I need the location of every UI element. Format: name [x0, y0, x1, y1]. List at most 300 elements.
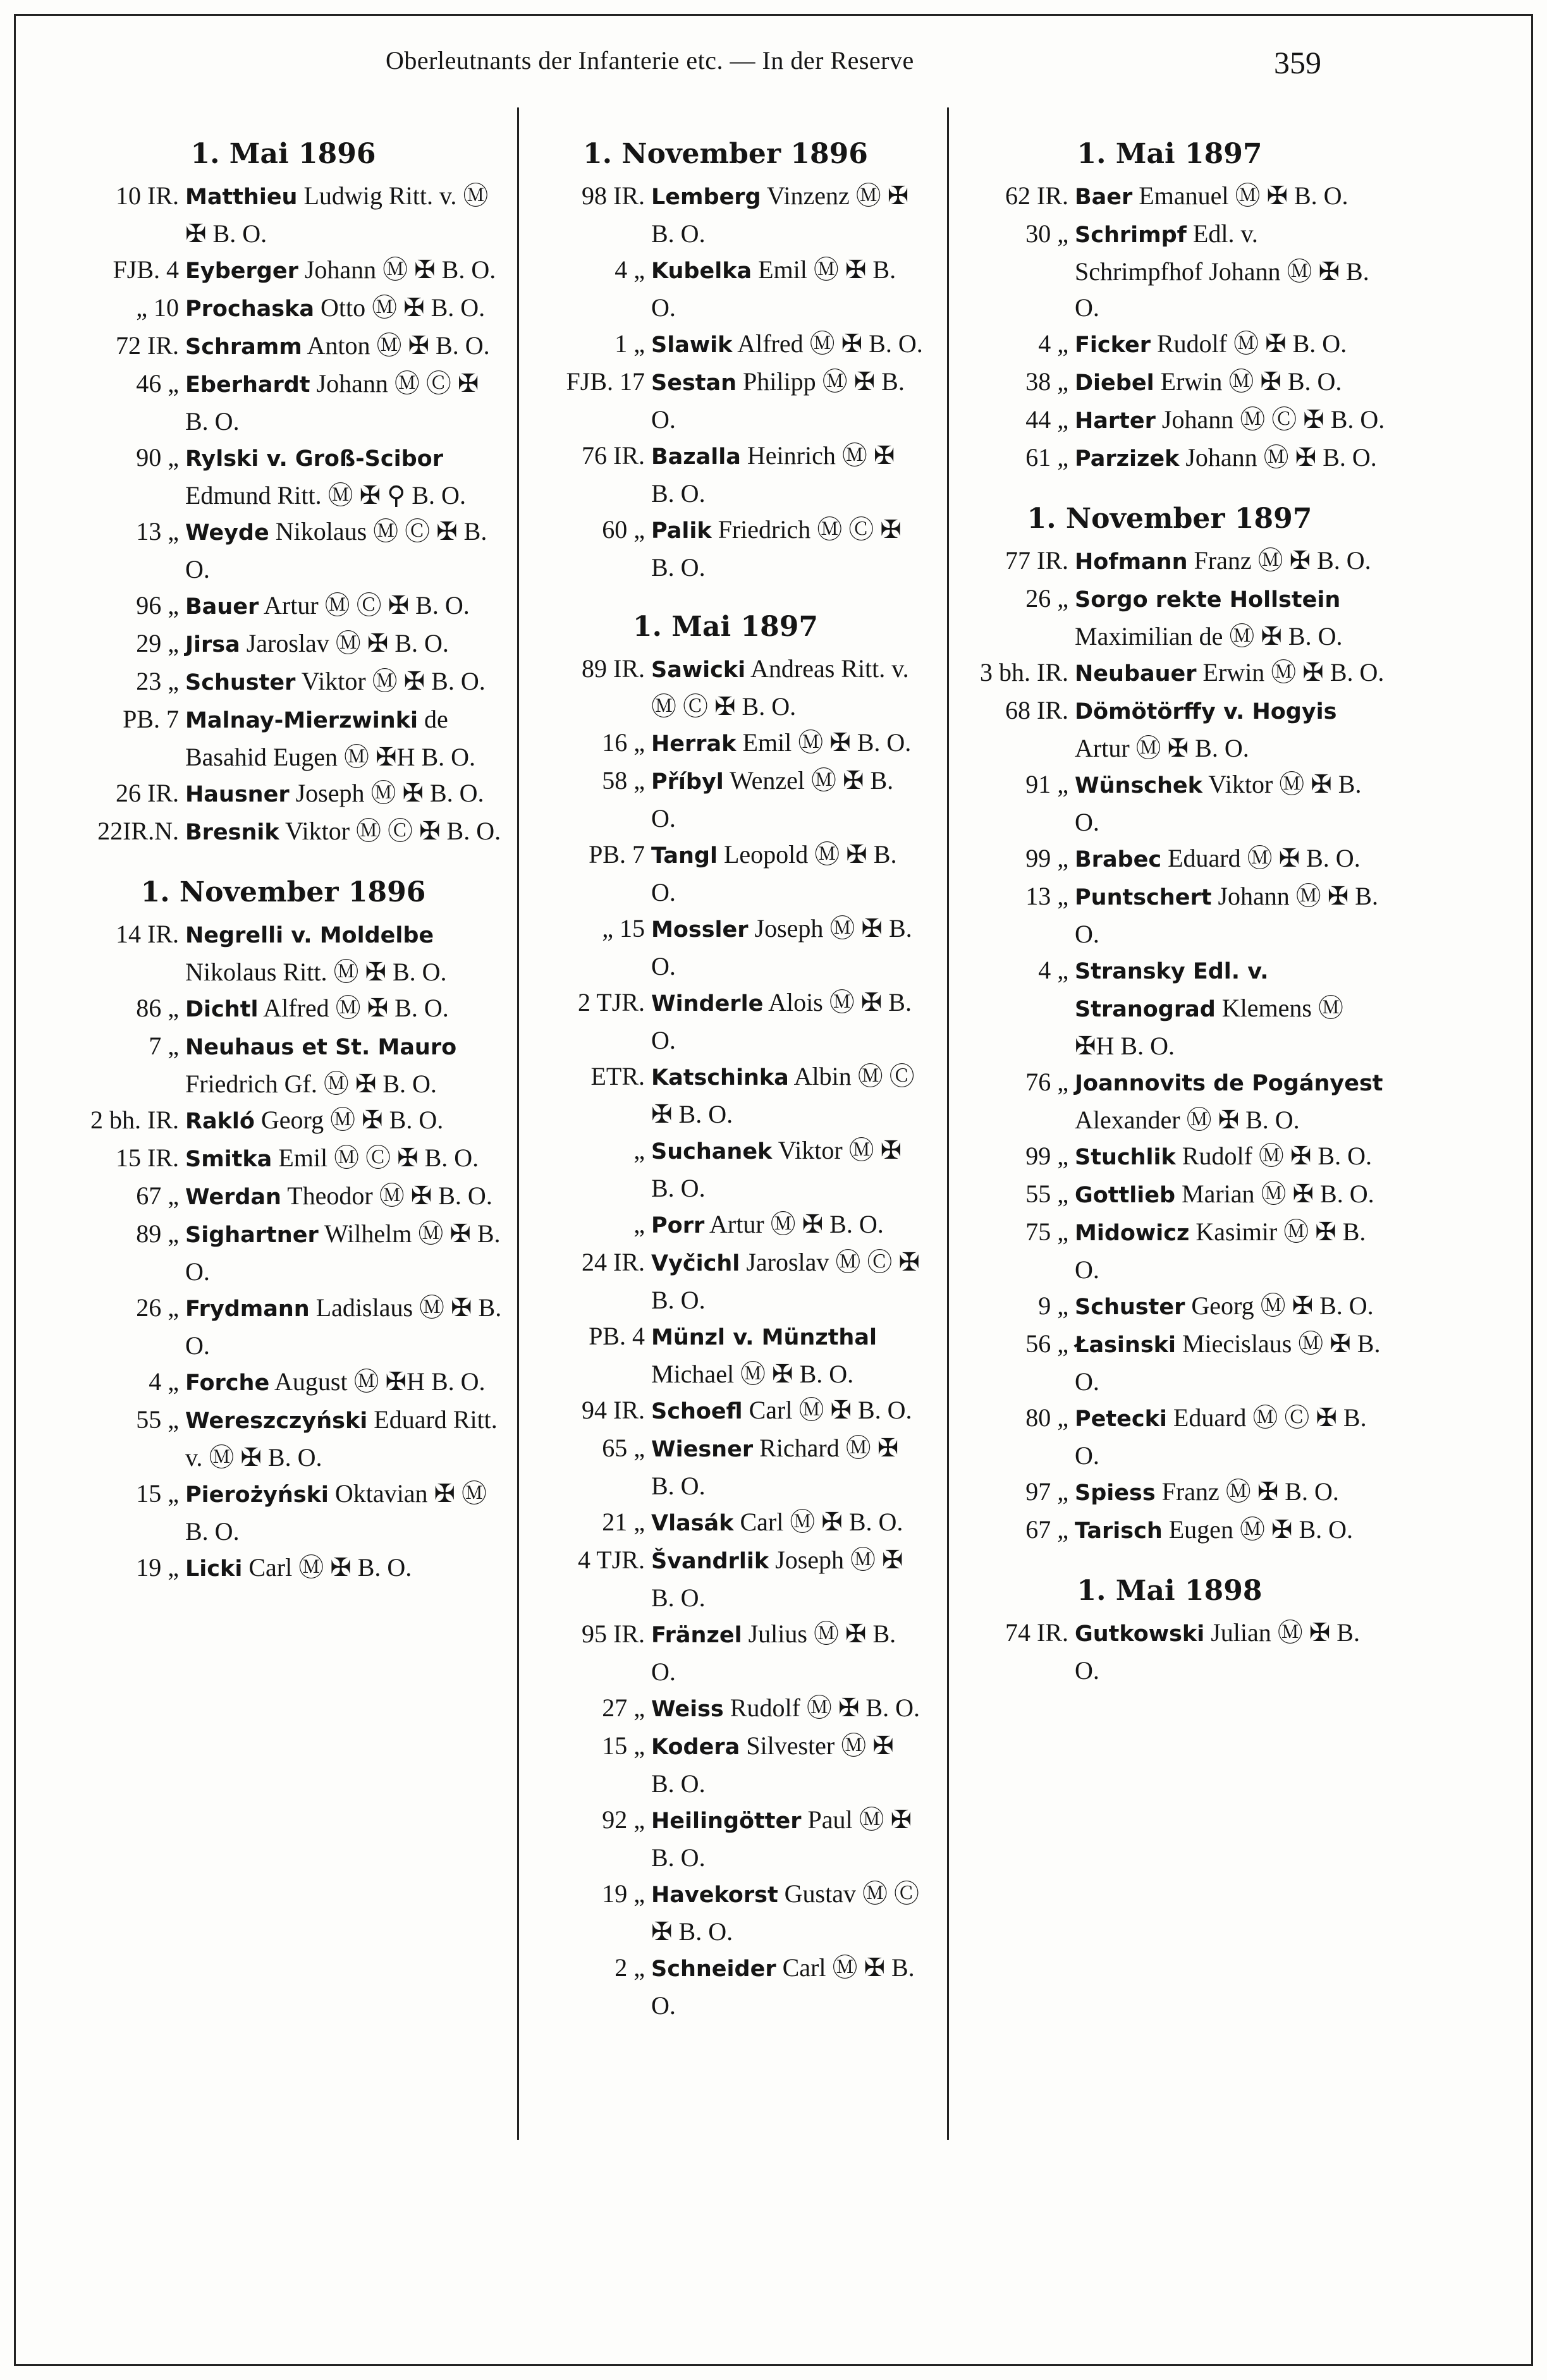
officer-surname: Příbyl	[651, 769, 724, 795]
officer-details: Joseph Ⓜ ✠ B. O.	[289, 779, 484, 807]
unit-label: 68 IR.	[1005, 696, 1068, 724]
unit-label: 10 IR.	[116, 181, 179, 210]
officer-details: Ladislaus Ⓜ ✠ B. O.	[185, 1293, 502, 1360]
officer-entry	[62, 1140, 504, 1178]
officer-entry	[62, 365, 504, 439]
officer-details: Artur Ⓜ ✠ B. O.	[704, 1210, 884, 1238]
officer-entry	[951, 401, 1388, 439]
unit-label: 13 „	[1025, 882, 1068, 910]
officer-details: Rudolf Ⓜ ✠ B. O.	[1175, 1142, 1372, 1170]
officer-details: Richard Ⓜ ✠ B. O.	[651, 1434, 899, 1500]
officer-surname: Švandrlik	[651, 1549, 769, 1574]
unit-label: 4 „	[149, 1367, 179, 1396]
officer-entry	[62, 1290, 504, 1364]
officer-details: Emil Ⓜ ✠ B. O.	[651, 255, 896, 322]
officer-surname: Porr	[651, 1213, 705, 1238]
officer-entry	[951, 1138, 1388, 1176]
officer-entry	[528, 511, 923, 585]
unit-label: 4 „	[1038, 956, 1068, 984]
officer-entry	[528, 1542, 923, 1616]
officer-entry	[62, 327, 504, 365]
officer-details: August Ⓜ ✠H B. O.	[269, 1367, 486, 1396]
officer-surname: Sawicki	[651, 657, 746, 683]
officer-details: Viktor Ⓜ ✠ B. O.	[651, 1136, 902, 1202]
officer-surname: Neuhaus et St. Mauro	[185, 1035, 457, 1060]
unit-label: 26 „	[1025, 584, 1068, 613]
officer-details: Edl. v. Schrimpfhof Johann Ⓜ ✠ B. O.	[1075, 219, 1369, 322]
unit-label: 26 IR.	[116, 779, 179, 807]
officer-surname: Werdan	[185, 1185, 281, 1210]
officer-entry	[62, 290, 504, 327]
officer-entry	[528, 1690, 923, 1728]
officer-surname: Münzl v. Münzthal	[651, 1325, 877, 1350]
officer-surname: Rakló	[185, 1109, 255, 1134]
officer-entry	[951, 1176, 1388, 1214]
officer-entry	[951, 878, 1388, 952]
officer-details: Carl Ⓜ ✠ B. O.	[733, 1508, 903, 1536]
officer-entry	[528, 1802, 923, 1876]
officer-surname: Schramm	[185, 334, 302, 360]
running-title: Oberleutnants der Infanterie etc. — In der Reserve	[386, 46, 914, 75]
unit-label: 74 IR.	[1005, 1618, 1068, 1647]
unit-label: 90 „	[136, 443, 179, 472]
officer-surname: Dichtl	[185, 997, 259, 1022]
officer-entry	[951, 363, 1388, 401]
column-3	[951, 107, 1388, 2282]
unit-label: 67 „	[136, 1181, 179, 1210]
section-heading: 1. Mai 1898	[1077, 1575, 1263, 1607]
unit-label: 65 „	[602, 1434, 645, 1462]
officer-surname: Herrak	[651, 731, 737, 757]
unit-label: 91 „	[1025, 770, 1068, 798]
officer-entry	[528, 724, 923, 762]
officer-entry	[528, 1616, 923, 1690]
officer-surname: Tangl	[651, 843, 718, 869]
officer-surname: Vlasák	[651, 1511, 734, 1536]
officer-surname: Schuster	[185, 670, 296, 695]
unit-label: 15 „	[136, 1479, 179, 1508]
officer-surname: Diebel	[1075, 370, 1154, 396]
officer-surname: Puntschert	[1075, 885, 1212, 910]
officer-surname: Brabec	[1075, 847, 1162, 872]
officer-surname: Smitka	[185, 1147, 272, 1172]
officer-surname: Spiess	[1075, 1480, 1156, 1506]
officer-surname: Havekorst	[651, 1883, 778, 1908]
unit-label: 98 IR.	[582, 181, 645, 210]
officer-entry	[62, 587, 504, 625]
officer-details: Carl Ⓜ ✠ B. O.	[242, 1553, 412, 1582]
officer-surname: Stuchlik	[1075, 1145, 1176, 1170]
officer-entry	[528, 910, 923, 984]
officer-surname: Hofmann	[1075, 549, 1188, 575]
unit-label: 89 „	[136, 1219, 179, 1248]
unit-label: „	[633, 1136, 645, 1164]
officer-surname: Negrelli v. Moldelbe	[185, 923, 434, 948]
unit-label: 19 „	[602, 1879, 645, 1908]
officer-entry	[528, 1058, 923, 1132]
officer-surname: Bresnik	[185, 820, 279, 845]
officer-details: Albin Ⓜ Ⓒ ✠ B. O.	[651, 1062, 915, 1128]
officer-details: Emil Ⓜ Ⓒ ✠ B. O.	[272, 1144, 479, 1172]
officer-entry	[951, 952, 1388, 1064]
officer-entry	[528, 1504, 923, 1542]
unit-label: 29 „	[136, 629, 179, 657]
officer-surname: Jirsa	[185, 632, 240, 657]
officer-entry	[951, 1400, 1388, 1474]
unit-label: „ 15	[602, 914, 645, 943]
officer-details: Andreas Ritt. v. Ⓜ Ⓒ ✠ B. O.	[651, 654, 909, 721]
officer-details: de Basahid Eugen Ⓜ ✠H B. O.	[185, 705, 476, 771]
unit-label: FJB. 17	[566, 367, 645, 396]
section-heading: 1. Mai 1897	[1077, 138, 1263, 170]
unit-label: 58 „	[602, 766, 645, 795]
officer-entry	[951, 766, 1388, 840]
officer-details: Carl Ⓜ ✠ B. O.	[742, 1396, 912, 1424]
unit-label: 13 „	[136, 517, 179, 546]
officer-entry	[951, 654, 1388, 692]
officer-details: Nikolaus Ⓜ Ⓒ ✠ B. O.	[185, 517, 487, 583]
unit-label: „ 10	[136, 293, 179, 322]
officer-surname: Wünschek	[1075, 773, 1202, 798]
officer-entry	[528, 1876, 923, 1950]
officer-details: Alfred Ⓜ ✠ B. O.	[258, 994, 449, 1022]
officer-surname: Weyde	[185, 520, 269, 546]
unit-label: 95 IR.	[582, 1620, 645, 1648]
officer-surname: Kodera	[651, 1735, 740, 1760]
officer-details: Friedrich Ⓜ Ⓒ ✠ B. O.	[651, 515, 902, 582]
officer-entry	[951, 1288, 1388, 1326]
unit-label: PB. 7	[123, 705, 179, 733]
officer-surname: Lemberg	[651, 185, 761, 210]
unit-label: FJB. 4	[113, 255, 179, 284]
officer-entry	[62, 1028, 504, 1102]
section-heading: 1. November 1896	[140, 876, 426, 908]
officer-details: Julian Ⓜ ✠ B. O.	[1075, 1618, 1360, 1685]
unit-label: 38 „	[1025, 367, 1068, 396]
officer-entry	[62, 513, 504, 587]
officer-surname: Matthieu	[185, 185, 298, 210]
officer-surname: Harter	[1075, 408, 1156, 434]
officer-entry	[62, 439, 504, 513]
officer-details: Viktor Ⓜ Ⓒ ✠ B. O.	[279, 817, 501, 845]
officer-entry	[528, 650, 923, 724]
officer-surname: Katschinka	[651, 1065, 789, 1090]
unit-label: 15 IR.	[116, 1144, 179, 1172]
officer-surname: Forche	[185, 1370, 270, 1396]
officer-surname: Frydmann	[185, 1297, 310, 1322]
officer-surname: Baer	[1075, 185, 1133, 210]
unit-label: 21 „	[602, 1508, 645, 1536]
officer-surname: Bauer	[185, 594, 259, 619]
officer-details: Gustav Ⓜ Ⓒ ✠ B. O.	[651, 1879, 919, 1946]
officer-entry	[528, 326, 923, 363]
officer-entry	[62, 252, 504, 290]
officer-entry	[528, 1950, 923, 2023]
officer-entry	[951, 1064, 1388, 1138]
officer-entry	[62, 625, 504, 663]
officer-details: Emanuel Ⓜ ✠ B. O.	[1132, 181, 1348, 210]
officer-surname: Gottlieb	[1075, 1183, 1176, 1208]
officer-details: Alois Ⓜ ✠ B. O.	[651, 988, 912, 1054]
officer-surname: Eberhardt	[185, 372, 310, 398]
section-heading: 1. Mai 1897	[633, 611, 818, 643]
officer-details: Franz Ⓜ ✠ B. O.	[1155, 1477, 1339, 1506]
column-1	[62, 107, 504, 2282]
officer-surname: Licki	[185, 1556, 243, 1582]
officer-details: Rudolf Ⓜ ✠ B. O.	[1151, 329, 1347, 358]
unit-label: 76 „	[1025, 1068, 1068, 1096]
officer-entry	[528, 252, 923, 326]
officer-entry	[528, 178, 923, 252]
unit-label: 72 IR.	[116, 331, 179, 360]
officer-surname: Malnay-Mierzwinki	[185, 708, 418, 733]
officer-details: Eduard Ⓜ ✠ B. O.	[1161, 844, 1361, 872]
officer-details: Miecislaus Ⓜ ✠ B. O.	[1075, 1329, 1381, 1396]
officer-details: Franz Ⓜ ✠ B. O.	[1187, 546, 1371, 575]
unit-label: 4 „	[1038, 329, 1068, 358]
officer-surname: Rylski v. Groß-Scibor	[185, 446, 443, 472]
unit-label: 55 „	[1025, 1180, 1068, 1208]
officer-details: Artur Ⓜ ✠ B. O.	[1075, 734, 1249, 762]
officer-surname: Gutkowski	[1075, 1621, 1205, 1647]
officer-details: Artur Ⓜ Ⓒ ✠ B. O.	[259, 591, 470, 619]
unit-label: 44 „	[1025, 405, 1068, 434]
unit-label: 46 „	[136, 369, 179, 398]
officer-entry	[528, 1206, 923, 1244]
officer-entry	[951, 216, 1388, 326]
officer-details: Johann Ⓜ ✠ B. O.	[1075, 882, 1378, 948]
unit-label: 86 „	[136, 994, 179, 1022]
officer-details: Leopold Ⓜ ✠ B. O.	[651, 840, 897, 906]
officer-entry	[62, 178, 504, 252]
officer-surname: Neubauer	[1075, 661, 1197, 687]
officer-surname: Mossler	[651, 917, 749, 943]
unit-label: 77 IR.	[1005, 546, 1068, 575]
officer-surname: Sighartner	[185, 1223, 319, 1248]
officer-entry	[951, 542, 1388, 580]
officer-details: Julius Ⓜ ✠ B. O.	[651, 1620, 896, 1686]
unit-label: 30 „	[1025, 219, 1068, 248]
officer-details: Johann Ⓜ Ⓒ ✠ B. O.	[185, 369, 479, 436]
officer-surname: Schoefl	[651, 1399, 743, 1424]
officer-details: Marian Ⓜ ✠ B. O.	[1175, 1180, 1374, 1208]
officer-entry	[528, 762, 923, 836]
unit-label: ETR.	[590, 1062, 645, 1090]
officer-entry	[528, 1244, 923, 1318]
unit-label: 89 IR.	[582, 654, 645, 683]
section-heading: 1. Mai 1896	[190, 138, 376, 170]
unit-label: 23 „	[136, 667, 179, 695]
column-2	[528, 107, 923, 2282]
officer-details: Eduard Ritt. v. Ⓜ ✠ B. O.	[185, 1405, 498, 1472]
officer-entry	[528, 437, 923, 511]
officer-surname: Sorgo rekte Hollstein	[1075, 587, 1341, 613]
officer-surname: Wiesner	[651, 1437, 754, 1462]
unit-label: 4 TJR.	[578, 1546, 645, 1574]
officer-entry	[951, 1614, 1388, 1688]
officer-details: Oktavian ✠ Ⓜ B. O.	[185, 1479, 487, 1546]
officer-entry	[62, 813, 504, 851]
unit-label: 99 „	[1025, 844, 1068, 872]
officer-entry	[62, 1364, 504, 1401]
officer-details: Georg Ⓜ ✠ B. O.	[1185, 1291, 1374, 1320]
officer-details: Viktor Ⓜ ✠ B. O.	[295, 667, 486, 695]
officer-details: Eugen Ⓜ ✠ B. O.	[1162, 1515, 1354, 1544]
unit-label: 55 „	[136, 1405, 179, 1434]
officer-surname: Petecki	[1075, 1407, 1167, 1432]
officer-surname: Pierożyński	[185, 1482, 329, 1508]
officer-surname: Joannovits de Pogányest	[1075, 1071, 1383, 1096]
unit-label: 75 „	[1025, 1217, 1068, 1246]
officer-details: Otto Ⓜ ✠ B. O.	[314, 293, 486, 322]
unit-label: 3 bh. IR.	[980, 658, 1068, 687]
officer-details: Alfred Ⓜ ✠ B. O.	[732, 329, 923, 358]
unit-label: 96 „	[136, 591, 179, 619]
officer-surname: Bazalla	[651, 444, 741, 470]
unit-label: 61 „	[1025, 443, 1068, 472]
officer-details: Johann Ⓜ ✠ B. O.	[298, 255, 496, 284]
officer-entry	[62, 1475, 504, 1549]
officer-details: Jaroslav Ⓜ ✠ B. O.	[240, 629, 449, 657]
unit-label: 26 „	[136, 1293, 179, 1322]
officer-details: Heinrich Ⓜ ✠ B. O.	[651, 441, 895, 508]
unit-label: 92 „	[602, 1805, 645, 1834]
officer-details: Jaroslav Ⓜ Ⓒ ✠ B. O.	[651, 1248, 920, 1314]
officer-details: Vinzenz Ⓜ ✠ B. O.	[651, 181, 909, 248]
officer-surname: Schneider	[651, 1956, 776, 1982]
officer-surname: Stransky Edl. v. Stranograd	[1075, 959, 1269, 1022]
officer-surname: Midowicz	[1075, 1221, 1190, 1246]
officer-entry	[62, 775, 504, 813]
officer-surname: Suchanek	[651, 1139, 773, 1164]
unit-label: „	[633, 1210, 645, 1238]
unit-label: 97 „	[1025, 1477, 1068, 1506]
officer-surname: Winderle	[651, 991, 764, 1016]
officer-details: Ludwig Ritt. v. Ⓜ ✠ B. O.	[185, 181, 489, 248]
officer-entry	[62, 663, 504, 701]
officer-entry	[951, 1326, 1388, 1400]
officer-entry	[528, 1728, 923, 1802]
officer-entry	[528, 1132, 923, 1206]
officer-surname: Schrimpf	[1075, 223, 1187, 248]
officer-entry	[528, 984, 923, 1058]
officer-surname: Schuster	[1075, 1295, 1185, 1320]
unit-label: 94 IR.	[582, 1396, 645, 1424]
officer-surname: Sestan	[651, 370, 737, 396]
officer-entry	[951, 439, 1388, 477]
unit-label: 16 „	[602, 728, 645, 757]
officer-entry	[62, 1178, 504, 1216]
section-heading: 1. November 1897	[1027, 503, 1312, 535]
officer-surname: Vyčichl	[651, 1251, 740, 1276]
officer-entry	[62, 990, 504, 1028]
officer-details: Viktor Ⓜ ✠ B. O.	[1075, 770, 1362, 836]
unit-label: 60 „	[602, 515, 645, 544]
officer-entry	[528, 363, 923, 437]
officer-surname: Palik	[651, 518, 712, 544]
officer-details: Michael Ⓜ ✠ B. O.	[651, 1360, 854, 1388]
officer-entry	[951, 1474, 1388, 1511]
officer-entry	[528, 836, 923, 910]
officer-details: Silvester Ⓜ ✠ B. O.	[651, 1731, 894, 1798]
column-rule	[947, 107, 949, 2140]
officer-surname: Heilingötter	[651, 1809, 802, 1834]
officer-entry	[528, 1318, 923, 1392]
unit-label: 2 „	[615, 1953, 645, 1982]
officer-details: Kasimir Ⓜ ✠ B. O.	[1075, 1217, 1366, 1284]
officer-details: Philipp Ⓜ ✠ B. O.	[651, 367, 905, 434]
unit-label: 76 IR.	[582, 441, 645, 470]
officer-entry	[528, 1430, 923, 1504]
officer-surname: Fränzel	[651, 1623, 742, 1648]
officer-surname: Hausner	[185, 782, 290, 807]
unit-label: 9 „	[1038, 1291, 1068, 1320]
officer-details: Wenzel Ⓜ ✠ B. O.	[651, 766, 894, 833]
unit-label: 2 TJR.	[578, 988, 645, 1016]
officer-details: Rudolf Ⓜ ✠ B. O.	[723, 1693, 920, 1722]
unit-label: 27 „	[602, 1693, 645, 1722]
officer-entry	[62, 1102, 504, 1140]
officer-surname: Dömötörffy v. Hogyis	[1075, 699, 1337, 724]
officer-entry	[62, 701, 504, 775]
unit-label: 19 „	[136, 1553, 179, 1582]
officer-entry	[528, 1392, 923, 1430]
officer-details: Alexander Ⓜ ✠ B. O.	[1075, 1106, 1300, 1134]
officer-details: Theodor Ⓜ ✠ B. O.	[281, 1181, 492, 1210]
unit-label: 80 „	[1025, 1403, 1068, 1432]
officer-details: Anton Ⓜ ✠ B. O.	[302, 331, 490, 360]
page-header	[0, 44, 1547, 82]
unit-label: PB. 7	[589, 840, 645, 869]
officer-details: Klemens Ⓜ ✠H B. O.	[1075, 994, 1343, 1060]
officer-entry	[62, 916, 504, 990]
officer-surname: Kubelka	[651, 259, 752, 284]
officer-surname: Slawik	[651, 333, 733, 358]
unit-label: 1 „	[615, 329, 645, 358]
officer-entry	[951, 692, 1388, 766]
officer-details: Joseph Ⓜ ✠ B. O.	[651, 914, 912, 980]
unit-label: PB. 4	[589, 1322, 645, 1350]
unit-label: 7 „	[149, 1032, 179, 1060]
officer-entry	[62, 1216, 504, 1290]
officer-surname: Wereszczyński	[185, 1408, 368, 1434]
officer-details: Maximilian de Ⓜ ✠ B. O.	[1075, 622, 1343, 650]
officer-details: Nikolaus Ritt. Ⓜ ✠ B. O.	[185, 958, 447, 986]
officer-details: Georg Ⓜ ✠ B. O.	[254, 1106, 444, 1134]
officer-surname: Parzizek	[1075, 446, 1180, 472]
officer-surname: Prochaska	[185, 296, 314, 322]
column-rule	[517, 107, 519, 2140]
officer-entry	[951, 326, 1388, 363]
unit-label: 22IR.N.	[97, 817, 179, 845]
officer-details: Wilhelm Ⓜ ✠ B. O.	[185, 1219, 501, 1286]
officer-surname: Tarisch	[1075, 1518, 1163, 1544]
officer-surname: Ficker	[1075, 333, 1151, 358]
officer-details: Joseph Ⓜ ✠ B. O.	[651, 1546, 903, 1612]
unit-label: 62 IR.	[1005, 181, 1068, 210]
officer-details: Carl Ⓜ ✠ B. O.	[651, 1953, 915, 2020]
officer-surname: Łasinski	[1075, 1333, 1176, 1358]
officer-entry	[62, 1401, 504, 1475]
officer-details: Eduard Ⓜ Ⓒ ✠ B. O.	[1075, 1403, 1367, 1470]
officer-entry	[951, 178, 1388, 216]
officer-details: Emil Ⓜ ✠ B. O.	[736, 728, 912, 757]
unit-label: 14 IR.	[116, 920, 179, 948]
unit-label: 99 „	[1025, 1142, 1068, 1170]
officer-details: Friedrich Gf. Ⓜ ✠ B. O.	[185, 1070, 437, 1098]
unit-label: 4 „	[615, 255, 645, 284]
unit-label: 67 „	[1025, 1515, 1068, 1544]
